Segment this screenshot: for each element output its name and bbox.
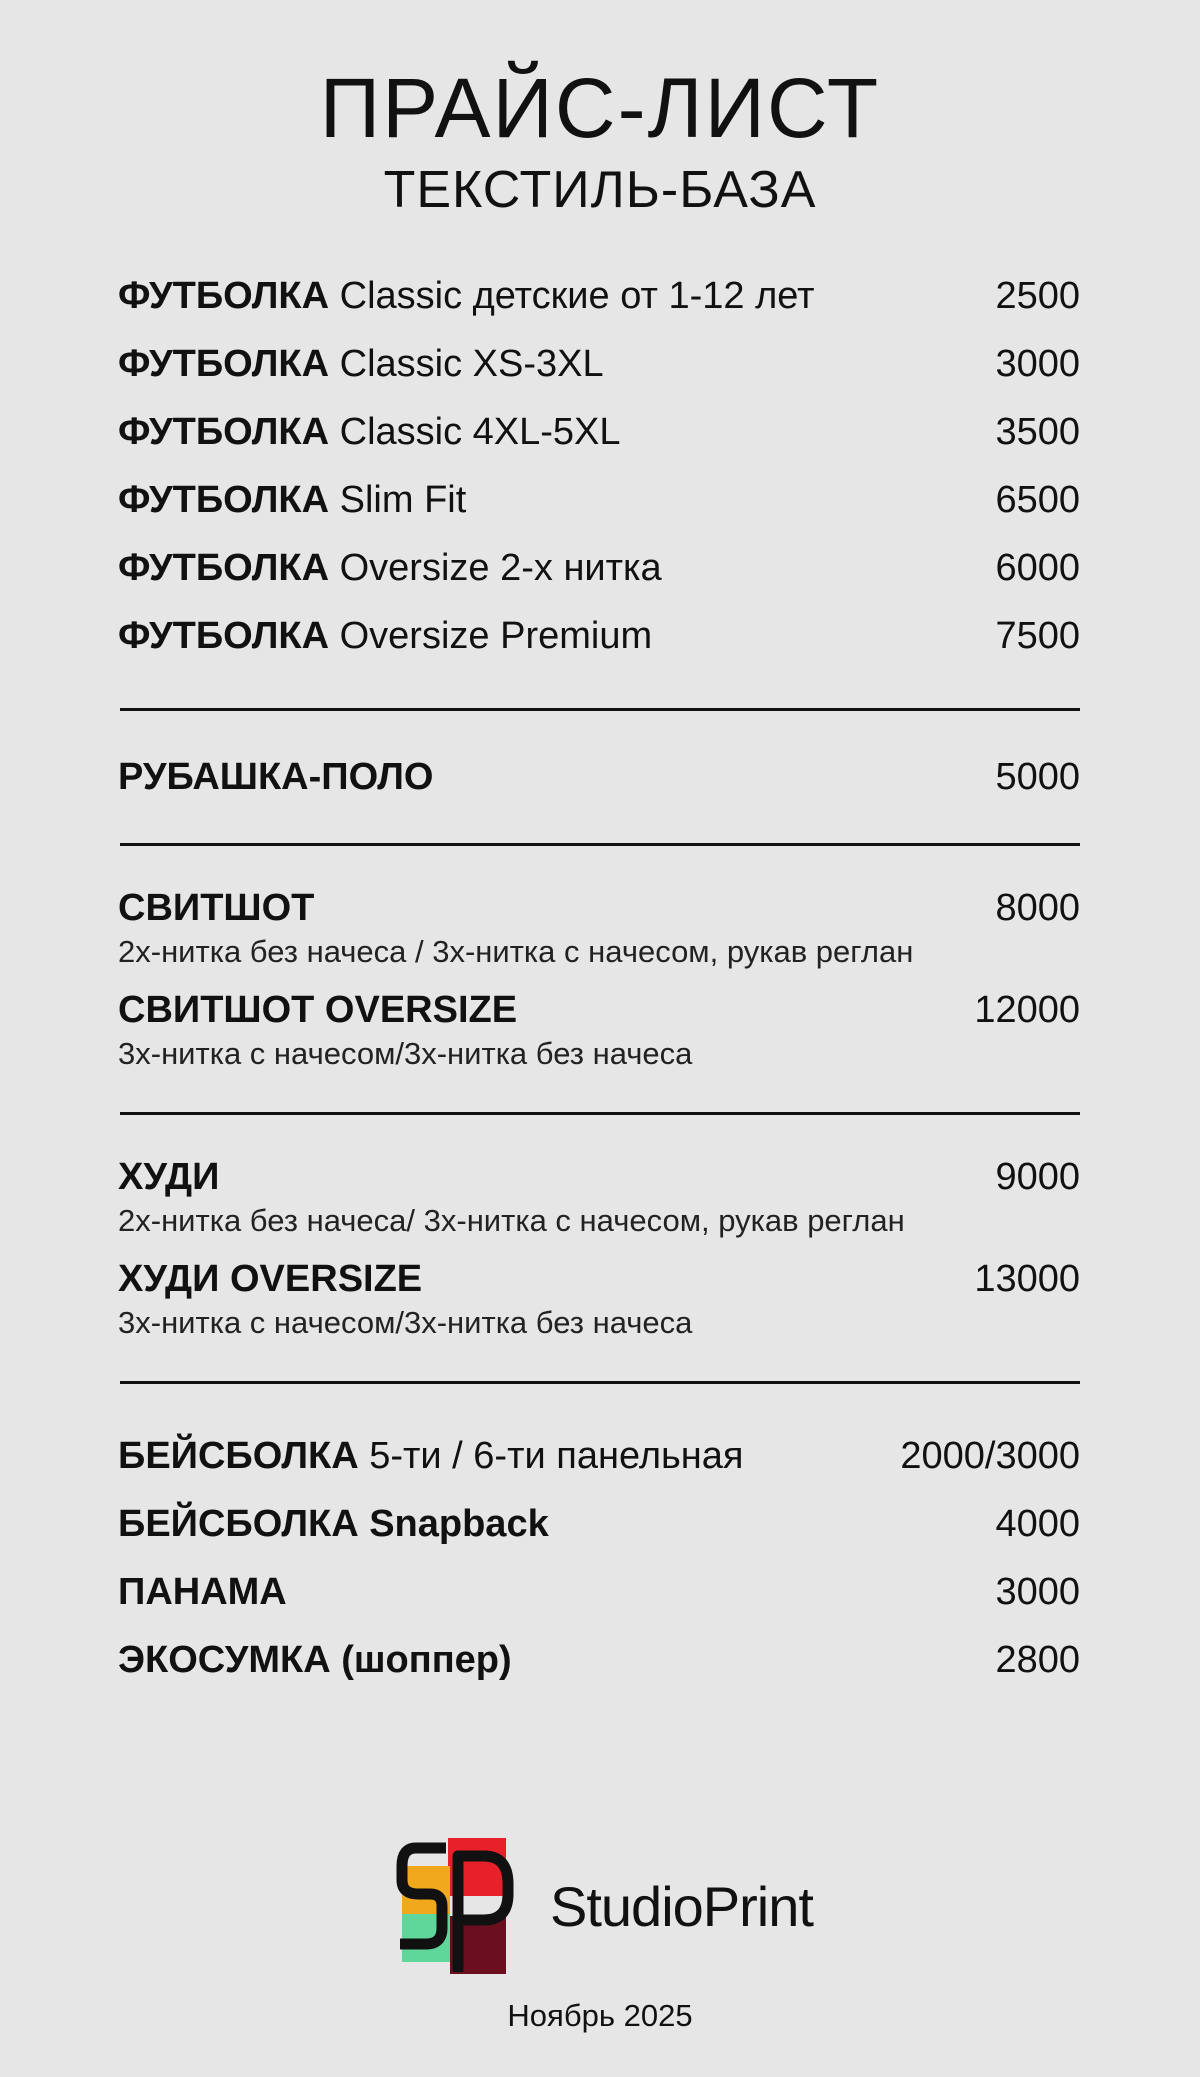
item-name: ФУТБОЛКА: [118, 275, 330, 317]
item-desc: 5-ти / 6-ти панельная: [358, 1435, 744, 1477]
item-name: РУБАШКА-ПОЛО: [118, 756, 434, 798]
accessories-section: [118, 1422, 1080, 1694]
item-name: ЭКОСУМКА (шоппер): [118, 1639, 512, 1681]
sp-logo-icon: [396, 1836, 516, 1976]
item-name: БЕЙСБОЛКА: [118, 1435, 359, 1477]
price-row: [118, 602, 1080, 670]
item-price: 3500: [995, 411, 1080, 453]
item-price: 8000: [995, 887, 1080, 929]
item-price: 2500: [995, 275, 1080, 317]
sweatshirt-section: [118, 884, 1080, 1074]
divider: [120, 708, 1080, 711]
item-price: 5000: [995, 756, 1080, 798]
footer-date: Ноябрь 2025: [507, 1998, 693, 2033]
item-price: 7500: [995, 615, 1080, 657]
item-price: 3000: [995, 343, 1080, 385]
price-row: [118, 466, 1080, 534]
divider: [120, 1112, 1080, 1115]
item-name: ФУТБОЛКА: [118, 547, 330, 589]
item-name: ФУТБОЛКА: [118, 479, 330, 521]
price-row: [118, 534, 1080, 602]
item-price: 9000: [995, 1156, 1080, 1198]
item-desc: Classic XS-3XL: [329, 343, 604, 385]
price-row: [118, 1422, 1080, 1490]
hoodie-section: [118, 1153, 1080, 1343]
item-price: 3000: [995, 1571, 1080, 1613]
item-note: 3х-нитка с начесом/3х-нитка без начеса: [118, 1036, 693, 1071]
item-desc: Classic 4XL-5XL: [329, 411, 621, 453]
sp-logo-mark: [396, 1836, 516, 1976]
price-row: [118, 1626, 1080, 1694]
item-desc: Oversize 2-х нитка: [329, 547, 662, 589]
item-price: 4000: [995, 1503, 1080, 1545]
item-price: 12000: [974, 989, 1080, 1031]
list-item: [118, 884, 1080, 972]
divider: [120, 1381, 1080, 1384]
list-item: [118, 1153, 1080, 1241]
header: [0, 60, 1200, 220]
item-price: 13000: [974, 1258, 1080, 1300]
price-row: [118, 330, 1080, 398]
item-price: 6000: [995, 547, 1080, 589]
item-name: ФУТБОЛКА: [118, 343, 330, 385]
item-price: 2800: [995, 1639, 1080, 1681]
list-item: [118, 1255, 1080, 1343]
item-price: 6500: [995, 479, 1080, 521]
item-price: 2000/3000: [900, 1435, 1080, 1477]
item-name: ФУТБОЛКА: [118, 411, 330, 453]
item-note: 3х-нитка с начесом/3х-нитка без начеса: [118, 1305, 693, 1340]
item-name: ХУДИ OVERSIZE: [118, 1258, 423, 1300]
divider: [120, 843, 1080, 846]
brand-logo: [396, 1836, 813, 1976]
price-row: [118, 1558, 1080, 1626]
item-name: СВИТШОТ: [118, 887, 315, 929]
price-row: [118, 398, 1080, 466]
item-name: ХУДИ: [118, 1156, 220, 1198]
item-note: 2х-нитка без начеса/ 3х-нитка с начесом, рукав реглан: [118, 1203, 905, 1238]
item-name: БЕЙСБОЛКА Snapback: [118, 1503, 549, 1545]
item-name: ФУТБОЛКА: [118, 615, 330, 657]
item-name: ПАНАМА: [118, 1571, 287, 1613]
brand-name: StudioPrint: [550, 1874, 813, 1938]
price-row: [118, 1490, 1080, 1558]
price-row: [118, 262, 1080, 330]
page-subtitle: ТЕКСТИЛЬ-БАЗА: [383, 161, 817, 219]
list-item: [118, 986, 1080, 1074]
item-desc: Oversize Premium: [329, 615, 653, 657]
price-row: [118, 749, 1080, 805]
item-desc: Slim Fit: [329, 479, 467, 521]
tshirt-section: [118, 262, 1080, 670]
item-desc: Classic детские от 1-12 лет: [329, 275, 815, 317]
page-title: ПРАЙС-ЛИСТ: [319, 61, 881, 155]
item-name: СВИТШОТ OVERSIZE: [118, 989, 518, 1031]
price-list: [118, 262, 1080, 1694]
item-note: 2х-нитка без начеса / 3х-нитка с начесом, рукав реглан: [118, 934, 914, 969]
